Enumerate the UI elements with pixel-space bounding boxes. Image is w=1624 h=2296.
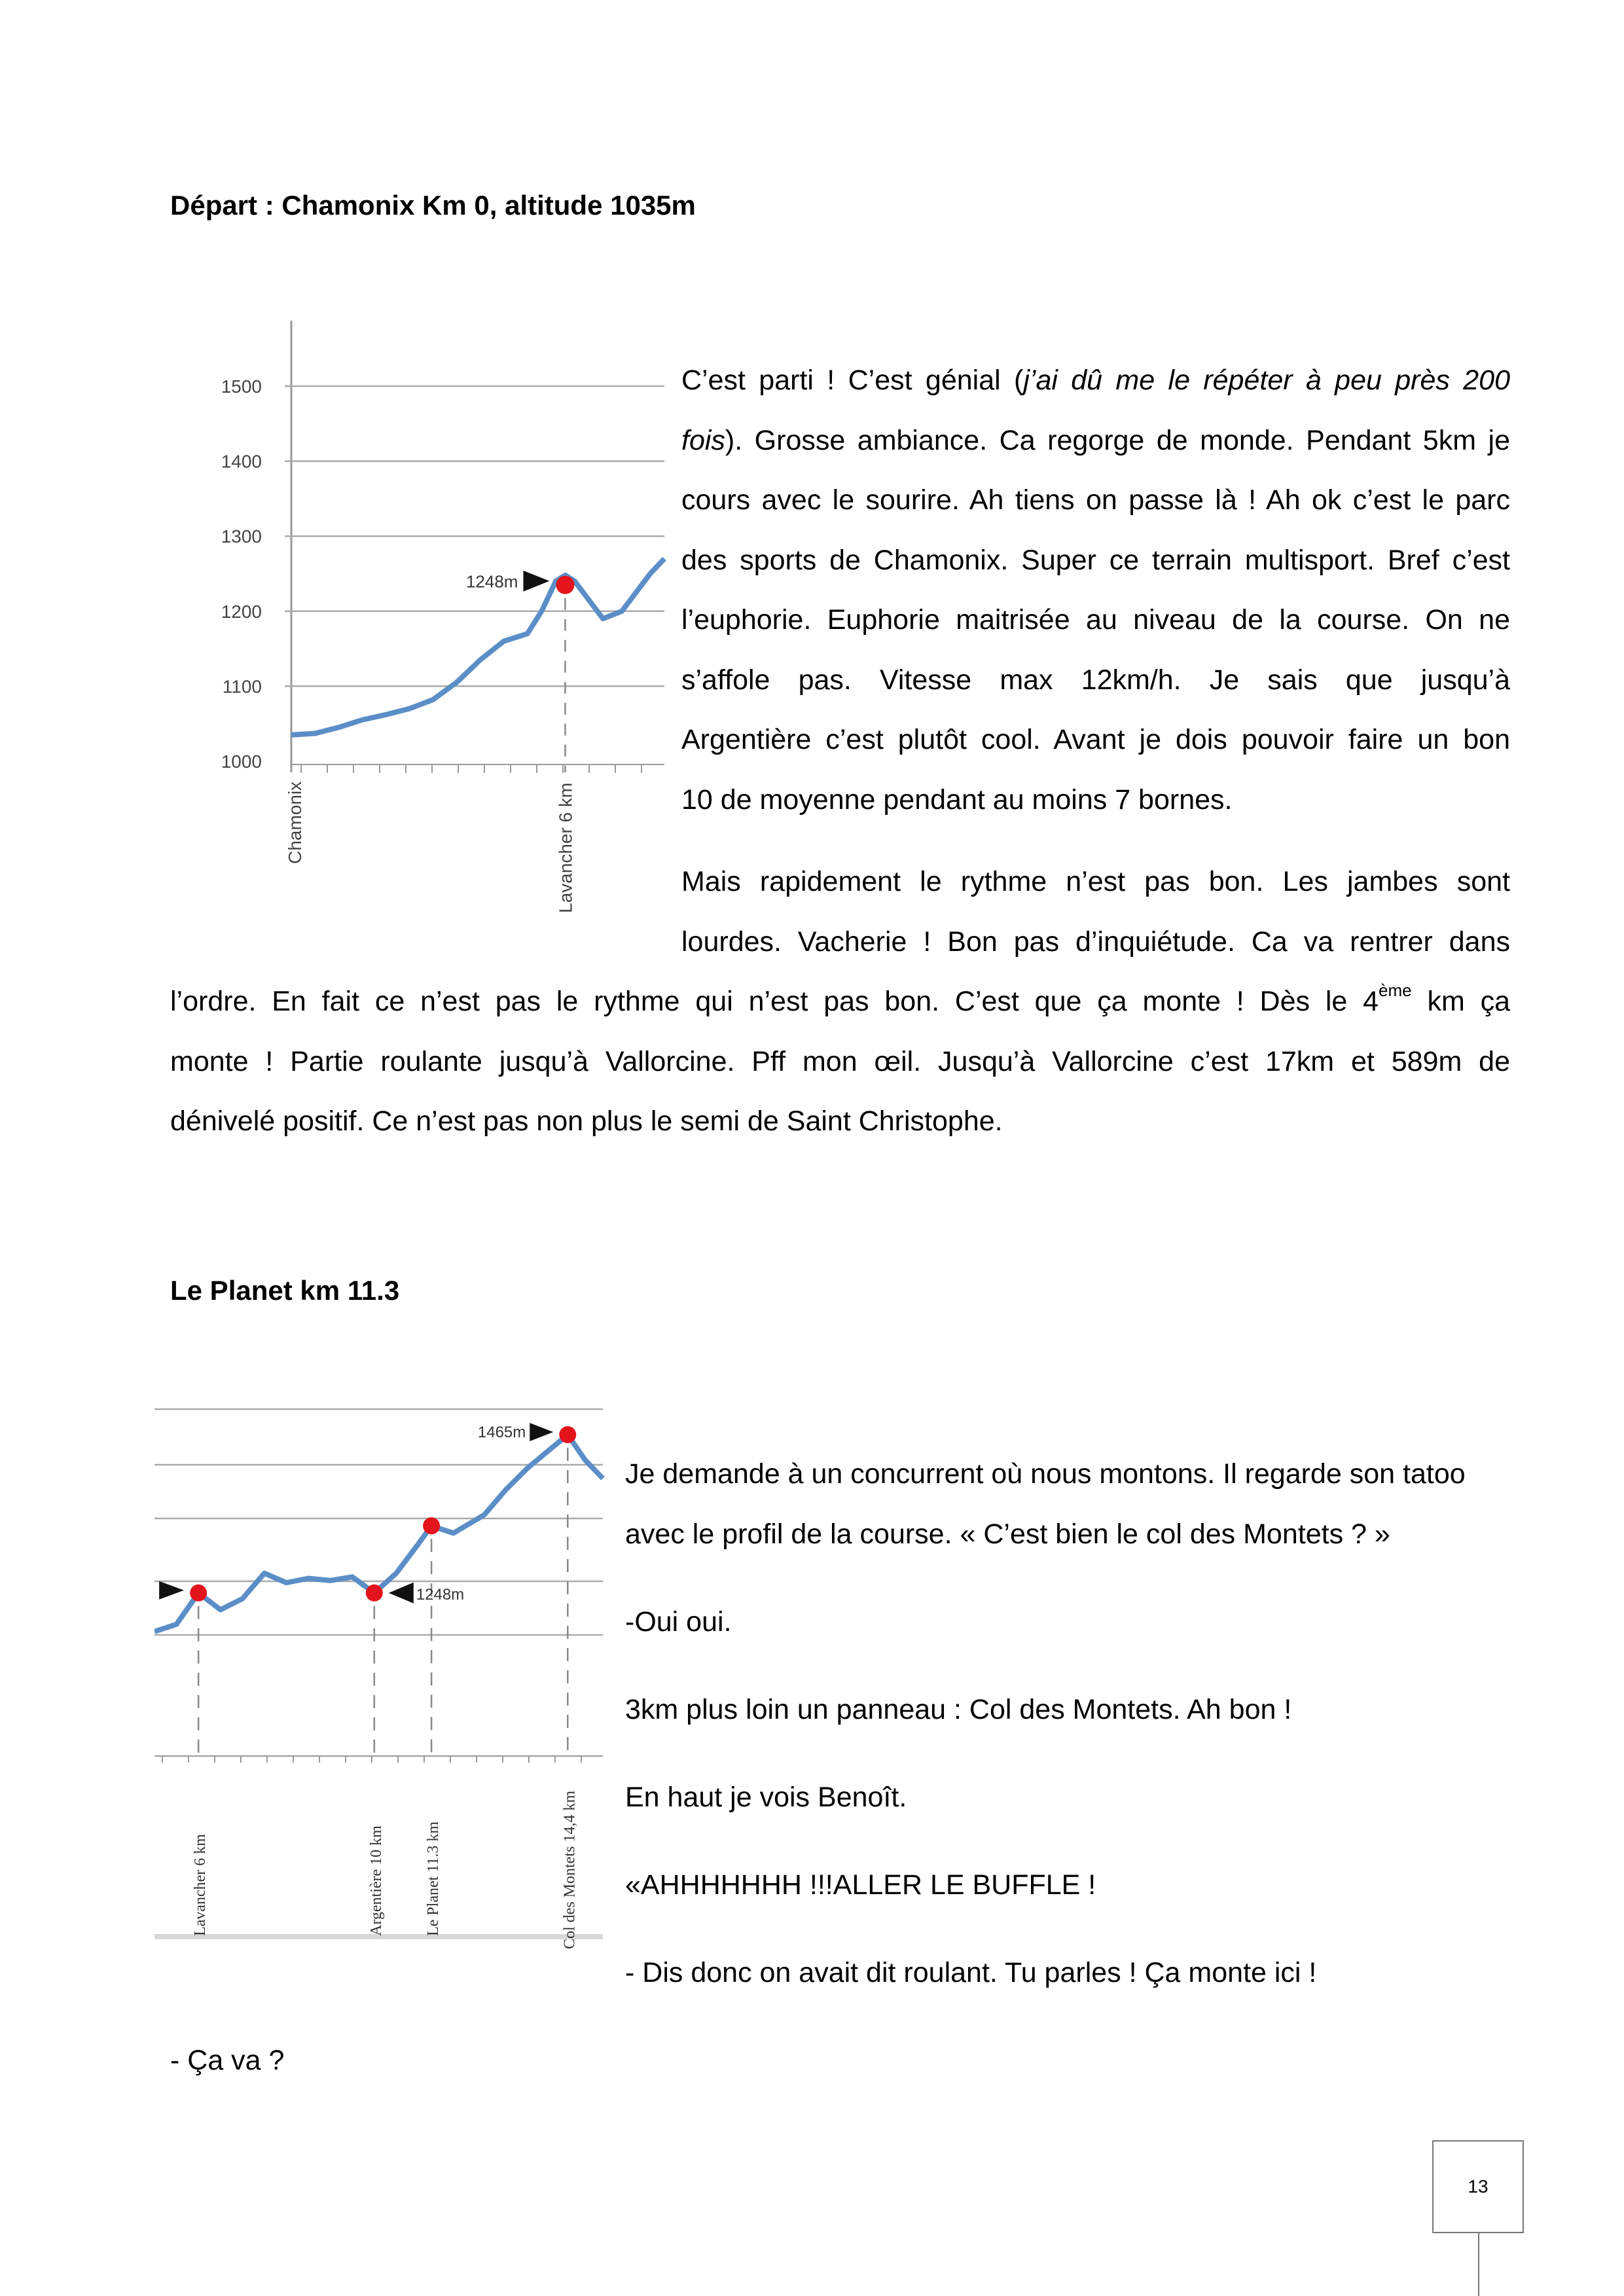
y-tick-label: 1000 bbox=[221, 751, 262, 772]
para1-line8: 10 de moyenne pendant au moins 7 bornes. bbox=[681, 783, 1233, 816]
annotation-label-1248: 1248m bbox=[416, 1585, 465, 1604]
dialog-line-3: -Oui oui. bbox=[625, 1606, 732, 1638]
para1-line2-italic: fois bbox=[681, 424, 725, 456]
para1-line7: Argentière c’est plutôt cool. Avant je dois pouvoir faire un bon bbox=[681, 724, 1510, 755]
para2-line1: Mais rapidement le rythme n’est pas bon. Les jambes sont bbox=[681, 866, 1510, 897]
dialog-line-2: avec le profil de la course. « C’est bien le col des Montets ? » bbox=[625, 1518, 1390, 1550]
dialog-line-4: 3km plus loin un panneau : Col des Montets. Ah bon ! bbox=[625, 1694, 1292, 1725]
superscript-eme: ème bbox=[1379, 980, 1412, 1000]
section-heading-depart: Départ : Chamonix Km 0, altitude 1035m bbox=[170, 190, 696, 221]
y-tick-label: 1100 bbox=[222, 676, 262, 697]
x-label-chamonix: Chamonix bbox=[285, 781, 305, 864]
para2-line3-text: l’ordre. En fait ce n’est pas le rythme qui n’est pas bon. C’est que ça monte ! Dès le 4 bbox=[170, 986, 1379, 1017]
paragraph-rythme-part2 bbox=[170, 972, 1510, 1152]
x-label-col-des-montets: Col des Montets 14,4 km bbox=[561, 1790, 579, 1949]
para1-line1-italic: j’ai dû me le répéter à peu près 200 bbox=[1023, 365, 1510, 396]
dialog-line-6: «AHHHHHHH !!!ALLER LE BUFFLE ! bbox=[625, 1869, 1096, 1901]
marker-dot bbox=[556, 576, 574, 594]
marker-arrow-lavancher bbox=[159, 1581, 184, 1600]
marker-dot-le-planet bbox=[423, 1517, 440, 1534]
y-tick-label: 1300 bbox=[221, 526, 262, 547]
marker-dot-col-des-montets bbox=[559, 1426, 576, 1443]
dialog-line-7: - Dis donc on avait dit roulant. Tu parles ! Ça monte ici ! bbox=[625, 1957, 1317, 1988]
para1-line2-text: ). Grosse ambiance. Ca regorge de monde. Pendant 5km je bbox=[725, 424, 1510, 456]
para1-line6: s’affole pas. Vitesse max 12km/h. Je sais que jusqu’à bbox=[681, 664, 1510, 696]
dialog-line-1: Je demande à un concurrent où nous montons. Il regarde son tatoo bbox=[625, 1458, 1466, 1490]
x-label-lavancher: Lavancher 6 km bbox=[192, 1834, 209, 1936]
section-heading-le-planet: Le Planet km 11.3 bbox=[170, 1275, 400, 1306]
x-label-lavancher: Lavancher 6 km bbox=[555, 782, 576, 913]
para1-line1-text: C’est parti ! C’est génial ( bbox=[681, 365, 1024, 396]
para1-line4: des sports de Chamonix. Super ce terrain multisport. Bref c’est bbox=[681, 544, 1510, 576]
annotation-label-1465: 1465m bbox=[477, 1424, 526, 1441]
paragraph-rythme-part1 bbox=[681, 852, 1510, 972]
elevation-chart-le-planet bbox=[154, 1406, 613, 1962]
paragraph-cest-parti bbox=[681, 351, 1510, 830]
para2-line4: monte ! Partie roulante jusqu’à Vallorcine. Pff mon œil. Jusqu’à Vallorcine c’est 17km et 589m de bbox=[170, 1045, 1510, 1077]
page-number-line bbox=[1478, 2233, 1479, 2296]
annotation-label: 1248m bbox=[465, 571, 518, 592]
page-number: 13 bbox=[1468, 2176, 1489, 2197]
y-tick-label: 1400 bbox=[221, 451, 262, 472]
x-label-argentiere: Argentière 10 km bbox=[367, 1825, 385, 1936]
dialog-line-last: - Ça va ? bbox=[170, 2045, 285, 2076]
marker-dot-argentiere bbox=[366, 1585, 383, 1602]
marker-arrow-col bbox=[530, 1423, 553, 1441]
marker-dot-lavancher bbox=[190, 1585, 207, 1602]
para2-line3-end: km ça bbox=[1411, 986, 1510, 1017]
y-tick-label: 1200 bbox=[221, 601, 262, 622]
marker-arrow bbox=[523, 571, 549, 592]
marker-arrow-argentiere bbox=[389, 1583, 414, 1604]
page-number-box bbox=[1432, 2140, 1524, 2233]
x-label-le-planet: Le Planet 11.3 km bbox=[425, 1821, 442, 1936]
para2-line2: lourdes. Vacherie ! Bon pas d’inquiétude. Ca va rentrer dans bbox=[681, 925, 1510, 958]
y-tick-label: 1500 bbox=[221, 376, 262, 397]
dialog-line-5: En haut je vois Benoît. bbox=[625, 1782, 907, 1813]
para1-line3: cours avec le sourire. Ah tiens on passe là ! Ah ok c’est le parc bbox=[681, 484, 1510, 516]
para1-line5: l’euphorie. Euphorie maitrisée au niveau de la course. On ne bbox=[681, 604, 1510, 636]
para2-line5: dénivelé positif. Ce n’est pas non plus le semi de Saint Christophe. bbox=[170, 1105, 1003, 1137]
elevation-chart-chamonix bbox=[170, 314, 668, 929]
